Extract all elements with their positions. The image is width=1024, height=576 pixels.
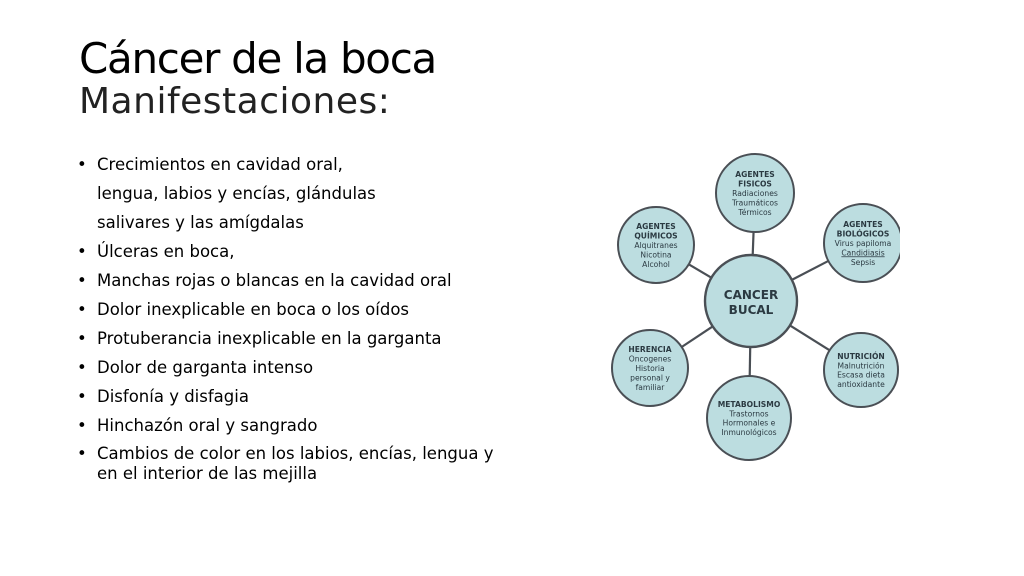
node-herencia (612, 330, 688, 406)
node-title-text: QUÍMICOS (634, 231, 678, 241)
node-title-text: NUTRICIÓN (837, 351, 885, 361)
node-biologicos (824, 204, 900, 282)
node-item-text: Candidiasis (841, 248, 885, 258)
bullet-item: • Disfonía y disfagia (77, 382, 517, 411)
node-item-text: Nicotina (640, 250, 672, 260)
node-item-text: Alquitranes (634, 241, 678, 250)
title-main: Cáncer de la boca (79, 34, 436, 83)
node-title-text: AGENTES (843, 220, 883, 230)
node-title-text: FISICOS (738, 179, 772, 189)
bullet-item: • Manchas rojas o blancas en la cavidad oral (77, 266, 517, 295)
node-metabolismo (707, 376, 791, 460)
node-item-text: personal y (630, 373, 670, 383)
node-fisicos (716, 154, 794, 232)
center-node (705, 255, 797, 347)
center-label: BUCAL (728, 303, 774, 317)
bullet-item: • Dolor inexplicable en boca o los oídos (77, 295, 517, 324)
connector-line-biologicos (792, 261, 829, 280)
node-quimicos (618, 207, 694, 283)
bullet-item: • Cambios de color en los labios, encías, lengua y en el interior de las mejilla (77, 444, 517, 484)
slide-title (79, 36, 436, 122)
node-item-text: familiar (635, 382, 665, 392)
connector-line-fisicos (753, 232, 754, 255)
node-item-text: Virus papiloma (834, 239, 892, 248)
node-item-text: antioxidante (837, 380, 885, 390)
bullet-item: • Dolor de garganta intenso (77, 353, 517, 382)
bullet-continuation: lengua, labios y encías, glándulas (97, 184, 376, 203)
risk-factors-diagram-svg (600, 148, 900, 464)
bullet-item: • Protuberancia inexplicable en la garganta (77, 324, 517, 353)
node-item-text: Inmunológicos (721, 428, 777, 438)
node-item-text: Alcohol (642, 259, 670, 269)
center-label: CANCER (723, 288, 779, 302)
node-title-text: HERENCIA (628, 345, 672, 355)
node-item-text: Radiaciones (732, 189, 778, 198)
bullet-item: • Úlceras en boca, (77, 237, 517, 266)
node-item-text: Térmicos (738, 207, 772, 217)
bullet-item: • Crecimientos en cavidad oral, (77, 150, 517, 179)
node-item-text: Hormonales e (722, 418, 776, 428)
node-item-text: Escasa dieta (837, 370, 885, 380)
node-item-text: Malnutrición (837, 361, 885, 371)
title-subtitle: Manifestaciones: (79, 81, 391, 123)
node-title-text: METABOLISMO (717, 399, 781, 409)
bullet-continuation: salivares y las amígdalas (97, 213, 304, 232)
connector-line-quimicos (689, 264, 712, 277)
node-title-text: AGENTES (636, 222, 676, 232)
node-item-text: Oncogenes (628, 354, 672, 364)
bullet-item: • Hinchazón oral y sangrado (77, 411, 517, 440)
bullet-list (77, 150, 517, 484)
node-item-text: Historia (635, 364, 665, 373)
risk-factors-diagram (600, 148, 900, 464)
node-item-text: Sepsis (850, 257, 876, 267)
connector-line-herencia (682, 326, 713, 347)
node-nutricion (824, 333, 898, 407)
node-item-text: Traumáticos (731, 198, 779, 208)
node-title-text: BIOLÓGICOS (836, 229, 890, 239)
connector-line-nutricion (790, 325, 830, 350)
node-item-text: Trastornos (729, 409, 769, 419)
node-title-text: AGENTES (735, 170, 775, 180)
